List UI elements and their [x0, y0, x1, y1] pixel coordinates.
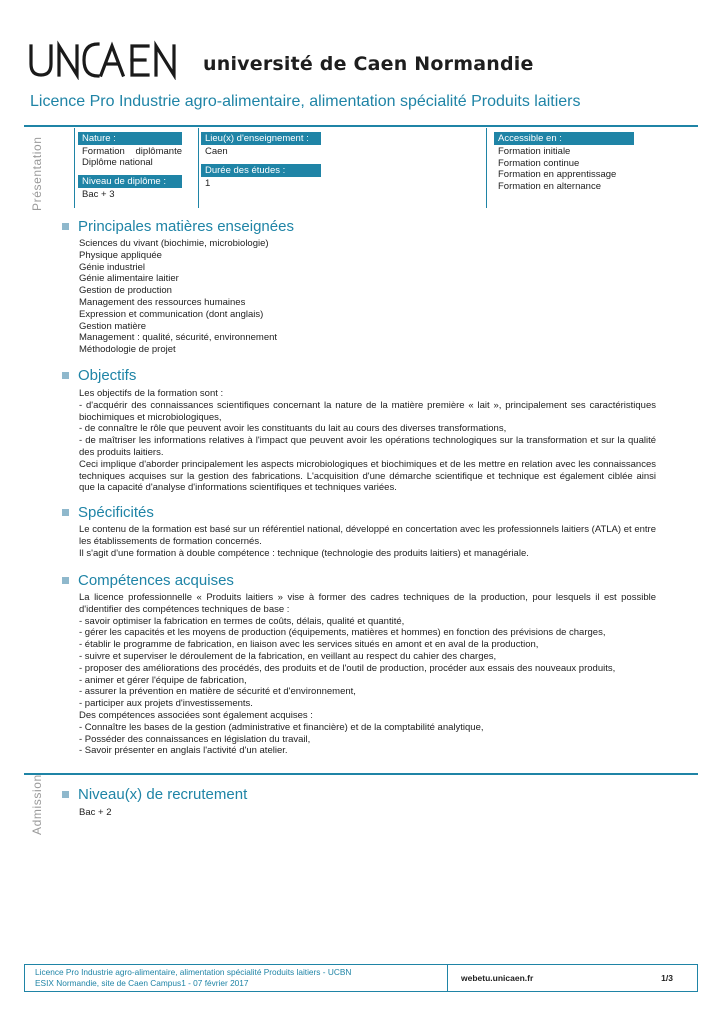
- paragraph: - suivre et superviser le déroulement de la fabrication, en veillant au respect du cahier des charges,: [79, 650, 497, 662]
- paragraph: Les objectifs de la formation sont :: [79, 388, 224, 399]
- list-item: Management des ressources humaines: [79, 296, 246, 308]
- nature-value-1-word-b: diplômante: [135, 146, 182, 157]
- lieu-label: Lieu(x) d'enseignement :: [201, 132, 321, 145]
- specificites-text: [79, 524, 656, 559]
- section-bullet: [62, 791, 69, 798]
- paragraph: - Posséder des connaissances en législation du travail,: [79, 733, 311, 745]
- paragraph: La licence professionnelle « Produits laitiers » vise à former des cadres techniques de la production, pour lesquels il est possible d'identifier des compétences techniques de base :: [79, 592, 656, 615]
- paragraph: - Savoir présenter en anglais l'activité d'un atelier.: [79, 745, 288, 757]
- duree-label: Durée des études :: [201, 164, 321, 177]
- lieu-value: Caen: [205, 146, 228, 157]
- side-label-presentation: Présentation: [30, 136, 44, 211]
- footer-separator: [447, 965, 448, 991]
- page-footer: [24, 964, 698, 992]
- section-bullet: [62, 372, 69, 379]
- section-bullet: [62, 509, 69, 516]
- paragraph: - d'acquérir des connaissances scientifiques concernant la nature de la matière première « lait », principalement ses caractéristiques biochimiques et microbiologiques,: [79, 399, 656, 423]
- accessible-item: Formation continue: [498, 157, 580, 169]
- nature-value-2: Diplôme national: [82, 157, 153, 168]
- duree-value: 1: [205, 178, 211, 189]
- paragraph: Il s'agit d'une formation à double compétence : technique (technologie des produits laitiers) et managériale.: [79, 547, 529, 559]
- section-title-text: Objectifs: [78, 367, 137, 384]
- list-item: Méthodologie de projet: [79, 344, 176, 356]
- paragraph: - de maîtriser les informations relatives à l'impact que peuvent avoir les opérations technologiques sur la transformation et sur la qualité des produits laitiers.: [79, 435, 656, 458]
- section-bullet: [62, 223, 69, 230]
- accessible-item: Formation en alternance: [498, 180, 601, 192]
- unicaen-logo: [28, 40, 180, 85]
- info-col-divider-2: [198, 128, 199, 208]
- accessible-item: Formation initiale: [498, 146, 571, 157]
- page-title: Licence Pro Industrie agro-alimentaire, alimentation spécialité Produits laitiers: [30, 93, 581, 110]
- niveau-value: Bac + 3: [82, 189, 115, 200]
- footer-website-link[interactable]: webetu.unicaen.fr: [461, 973, 534, 983]
- paragraph: - établir le programme de fabrication, en liaison avec les services situés en amont et en aval de la production,: [79, 639, 539, 651]
- list-item: Gestion de production: [79, 285, 172, 297]
- list-item: Gestion matière: [79, 320, 147, 332]
- footer-line-2: ESIX Normandie, site de Caen Campus1 - 07 février 2017: [35, 977, 249, 988]
- list-item: Management : qualité, sécurité, environnement: [79, 332, 278, 344]
- paragraph: Des compétences associées sont également acquises :: [79, 709, 313, 721]
- objectifs-text: [79, 388, 656, 494]
- section-title-competences: [62, 572, 234, 589]
- paragraph: - Connaître les bases de la gestion (administrative et financière) et de la comptabilité analytique,: [79, 721, 484, 733]
- list-item: Sciences du vivant (biochimie, microbiologie): [79, 238, 269, 249]
- page-number: 1/3: [661, 973, 673, 983]
- paragraph: - assurer la prévention en matière de sécurité et d'environnement,: [79, 686, 356, 698]
- info-col-divider-3: [486, 128, 487, 208]
- competences-text: [79, 592, 656, 757]
- footer-line-1: Licence Pro Industrie agro-alimentaire, alimentation spécialité Produits laitiers - UCBN: [35, 967, 352, 977]
- paragraph: - savoir optimiser la fabrication en termes de coûts, délais, qualité et quantité,: [79, 615, 405, 627]
- recrutement-value: Bac + 2: [79, 807, 112, 818]
- accessible-list: [498, 146, 616, 192]
- title-divider: [24, 125, 698, 127]
- info-col-divider-1: [74, 128, 75, 208]
- paragraph: - animer et gérer l'équipe de fabrication,: [79, 674, 247, 686]
- university-name: université de Caen Normandie: [203, 53, 534, 75]
- section-bullet: [62, 577, 69, 584]
- paragraph: - participer aux projets d'investissements.: [79, 698, 253, 710]
- paragraph: - de connaître le rôle que peuvent avoir les constituants du lait au cours des diverses transformations,: [79, 423, 507, 435]
- admission-divider: [24, 773, 698, 775]
- list-item: Génie alimentaire laitier: [79, 273, 179, 285]
- accessible-item: Formation en apprentissage: [498, 169, 617, 180]
- section-title-text: Principales matières enseignées: [78, 218, 294, 235]
- list-item: Expression et communication (dont anglais): [79, 308, 264, 320]
- section-title-text: Niveau(x) de recrutement: [78, 786, 248, 803]
- section-title-text: Compétences acquises: [78, 572, 234, 589]
- nature-label: Nature :: [78, 132, 182, 145]
- list-item: Génie industriel: [79, 261, 146, 273]
- side-label-admission: Admission: [30, 774, 44, 835]
- list-item: Physique appliquée: [79, 249, 162, 261]
- nature-value-1: [82, 146, 182, 158]
- paragraph: - proposer des améliorations des procédés, des produits et de l'outil de production, procéder aux essais des nouveaux produits,: [79, 662, 616, 674]
- niveau-label: Niveau de diplôme :: [78, 175, 182, 188]
- accessible-label: Accessible en :: [494, 132, 634, 145]
- section-title-objectifs: [62, 367, 136, 384]
- footer-info: [35, 967, 351, 988]
- section-title-specificites: [62, 504, 154, 521]
- paragraph: - gérer les capacités et les moyens de production (équipements, matières et hommes) en fonction des prévisions de charges,: [79, 627, 606, 639]
- paragraph: Ceci implique d'aborder principalement les aspects microbiologiques et biochimiques et de les mettre en relation avec les connaissances techniques acquises sur la gestion des fabrications. L'acquisition d'une démarche scientifique et technique est également ciblée ainsi que la capacité d'analyse d'informations scientifiques et techniques variées.: [79, 458, 656, 494]
- paragraph: Le contenu de la formation est basé sur un référentiel national, développé en concertation avec les professionnels laitiers (ATLA) et entre les établissements de formation concernés.: [79, 524, 656, 547]
- section-title-matieres: [62, 218, 294, 235]
- nature-value-1-word-a: Formation: [82, 146, 125, 157]
- section-title-text: Spécificités: [78, 504, 154, 521]
- section-title-recrutement: [62, 786, 247, 803]
- matieres-list: [79, 238, 656, 356]
